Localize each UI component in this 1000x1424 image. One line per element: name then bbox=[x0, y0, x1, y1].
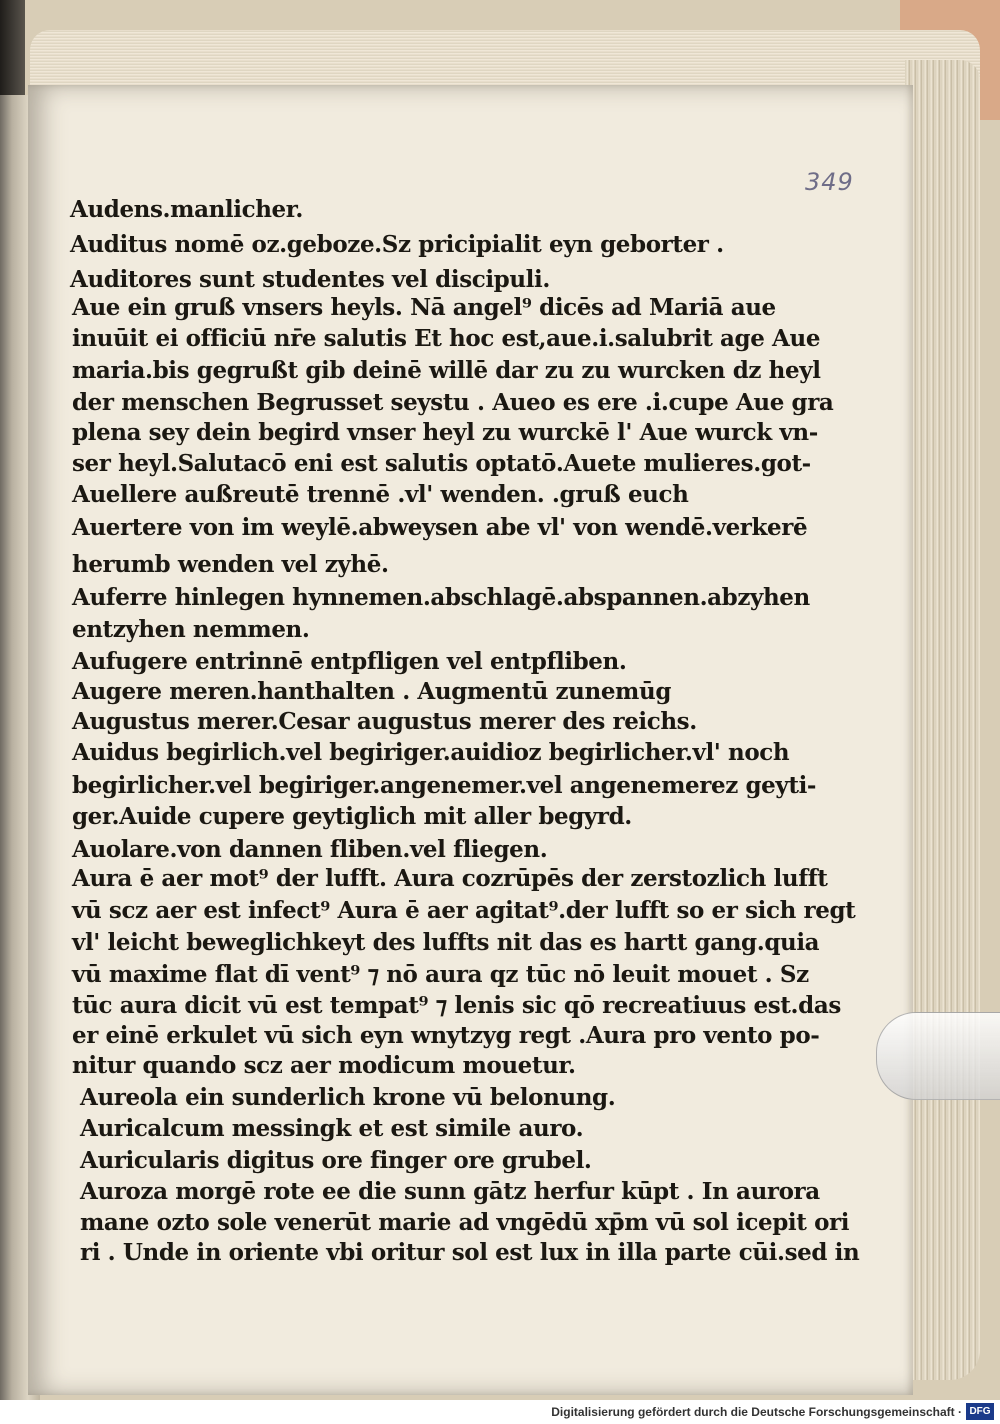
text-line: plena sey dein begird vnser heyl zu wurckē l' Aue wurck vn- bbox=[72, 419, 818, 446]
folio-number: 349 bbox=[805, 168, 854, 196]
text-line: Aura ē aer mot⁹ der lufft. Aura cozrūpēs der zerstozlich lufft bbox=[72, 865, 828, 892]
text-line: Auricularis digitus ore finger ore grubel. bbox=[80, 1147, 592, 1174]
text-line: ri . Unde in oriente vbi oritur sol est lux in illa parte cūi.sed in bbox=[80, 1239, 860, 1266]
text-line: ser heyl.Salutacō eni est salutis optatō.Auete mulieres.got- bbox=[72, 450, 811, 477]
text-line: der menschen Begrusset seystu . Aueo es ere .i.cupe Aue gra bbox=[72, 389, 834, 416]
text-line: inuūit ei officiū nr̄e salutis Et hoc est,aue.i.salubrit age Aue bbox=[72, 325, 821, 352]
text-line: maria.bis gegrußt gib deinē willē dar zu zu wurcken dz heyl bbox=[72, 357, 821, 384]
text-line: herumb wenden vel zyhē. bbox=[72, 551, 389, 578]
page-clip bbox=[876, 1012, 1000, 1100]
page-stack-right bbox=[905, 60, 980, 1380]
text-line: Auditores sunt studentes vel discipuli. bbox=[70, 266, 550, 293]
text-line: Audens.manlicher. bbox=[70, 196, 303, 223]
footer-credit: Digitalisierung gefördert durch die Deutsche Forschungsgemeinschaft · bbox=[551, 1405, 962, 1419]
text-line: tūc aura dicit vū est tempat⁹ ⁊ lenis sic qō recreatiuus est.das bbox=[72, 992, 841, 1019]
text-line: Aureola ein sunderlich krone vū belonung. bbox=[80, 1084, 616, 1111]
text-line: vl' leicht beweglichkeyt des luffts nit das es hartt gang.quia bbox=[72, 929, 820, 956]
text-line: ger.Auide cupere geytiglich mit aller begyrd. bbox=[72, 803, 632, 830]
text-line: vū scz aer est infect⁹ Aura ē aer agitat⁹.der lufft so er sich regt bbox=[72, 897, 856, 924]
text-line: Auricalcum messingk et est simile auro. bbox=[80, 1115, 584, 1142]
text-line: begirlicher.vel begiriger.angenemer.vel angenemerez geyti- bbox=[72, 772, 817, 799]
text-line: er einē erkulet vū sich eyn wnytzyg regt .Aura pro vento po- bbox=[72, 1022, 820, 1049]
text-line: Augere meren.hanthalten . Augmentū zunemūg bbox=[72, 678, 672, 705]
text-line: Auroza morgē rote ee die sunn gātz herfur kūpt . In aurora bbox=[80, 1178, 820, 1205]
text-line: Auferre hinlegen hynnemen.abschlagē.abspannen.abzyhen bbox=[72, 584, 810, 611]
footer-bar bbox=[0, 1400, 1000, 1424]
text-line: vū maxime flat dī vent⁹ ⁊ nō aura qz tūc nō leuit mouet . Sz bbox=[72, 961, 809, 988]
text-line: Auellere außreutē trennē .vl' wenden. .gruß euch bbox=[72, 481, 689, 508]
text-line: Aue ein gruß vnsers heyls. Nā angel⁹ dicēs ad Mariā aue bbox=[72, 294, 776, 321]
text-line: Auertere von im weylē.abweysen abe vl' von wendē.verkerē bbox=[72, 514, 808, 541]
dfg-logo: DFG bbox=[966, 1403, 994, 1420]
text-line: mane ozto sole venerūt marie ad vngēdū xp̄m vū sol icepit ori bbox=[80, 1209, 850, 1236]
text-line: nitur quando scz aer modicum mouetur. bbox=[72, 1052, 576, 1079]
text-line: Auolare.von dannen fliben.vel fliegen. bbox=[72, 836, 548, 863]
text-line: Aufugere entrinnē entpfligen vel entpfliben. bbox=[72, 648, 627, 675]
text-line: entzyhen nemmen. bbox=[72, 616, 310, 643]
text-line: Augustus merer.Cesar augustus merer des reichs. bbox=[72, 708, 697, 735]
text-line: Auidus begirlich.vel begiriger.auidioz begirlicher.vl' noch bbox=[72, 739, 790, 766]
text-line: Auditus nomē oz.geboze.Sz pricipialit eyn geborter . bbox=[70, 231, 724, 258]
